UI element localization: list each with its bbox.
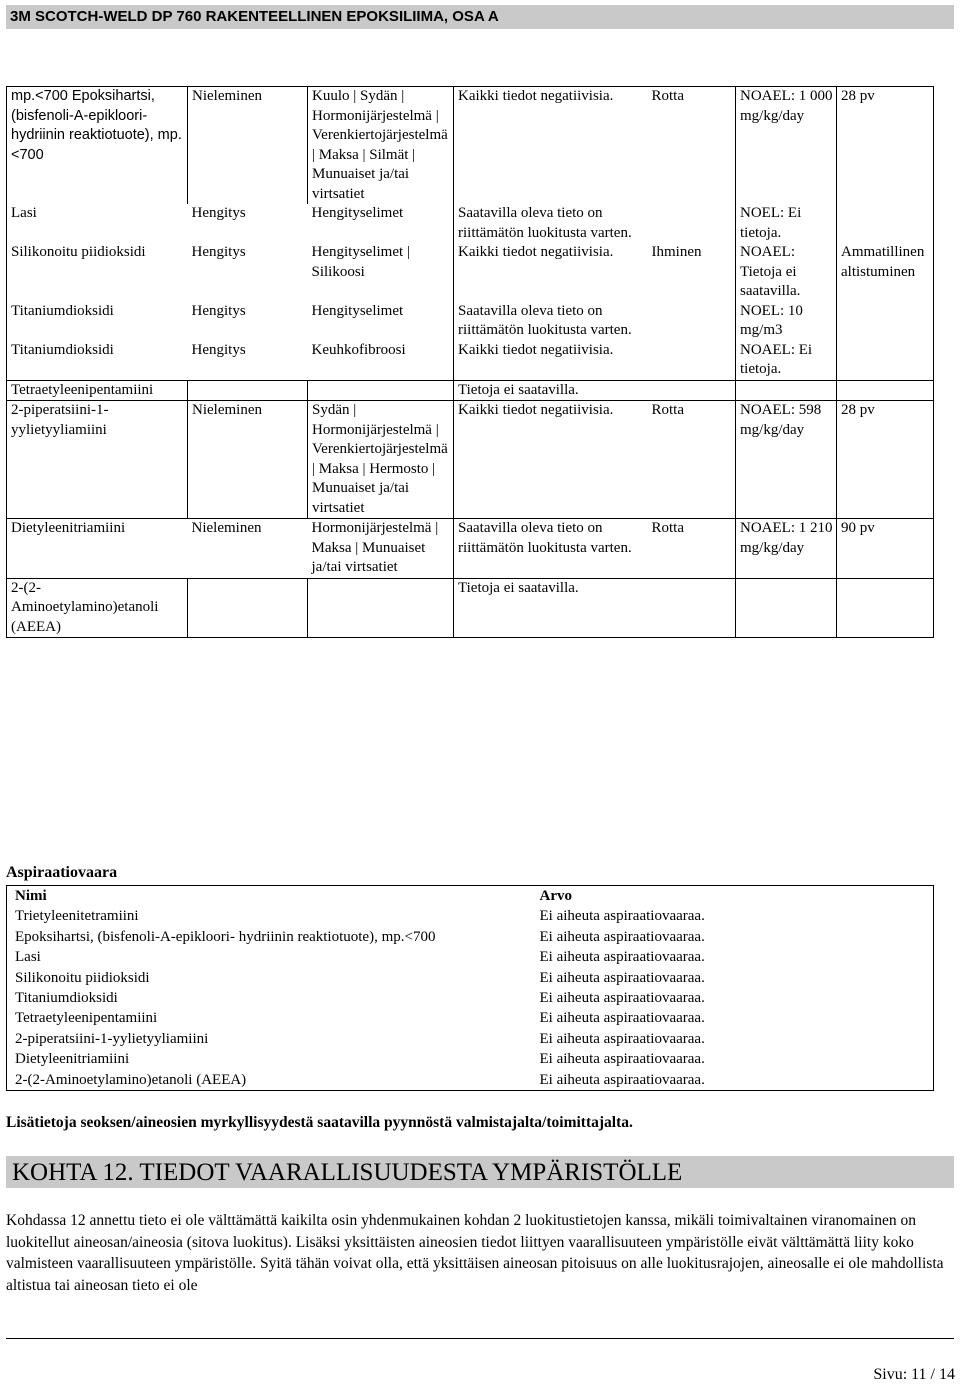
table-row <box>7 341 934 381</box>
cell-organs: Hengityselimet | Silikoosi <box>311 244 410 280</box>
aspiration-value: Ei aiheuta aspiraatiovaaraa. <box>539 990 705 1007</box>
cell-organs <box>308 380 454 401</box>
cell-species: Rotta <box>648 87 736 205</box>
cell-duration <box>837 302 934 341</box>
cell-organs: Hengityselimet <box>311 302 404 319</box>
aspiration-name: 2-(2-Aminoetylamino)etanoli (AEEA) <box>15 1071 247 1088</box>
cell-value: NOAEL: 598 mg/kg/day <box>736 401 837 519</box>
cell-value: NOAEL: Ei tietoja. <box>736 341 837 381</box>
cell-species <box>648 341 736 381</box>
cell-duration: 28 pv <box>837 401 934 519</box>
cell-result: Saatavilla oleva tieto on riittämätön luokitusta varten. <box>454 302 648 341</box>
section-paragraph: Kohdassa 12 annettu tieto ei ole välttämättä kaikilta osin yhdenmukainen kohdan 2 luokitustietojen kanssa, mikäli toimivaltainen viranomainen on luokitellut aineosan/aineosia (sitova luokitus). Lisäksi yksittäisten aineosien tiedot liittyen vaarallisuuteen ympäristölle eivät välttämättä liity koko valmisteen vaarallisuuteen ympäristölle. Syitä tähän voivat olla, että yksittäisen aineosan pitoisuus on alle luokitusrajojen, aineosalle ei ole mahdollista altistua tai aineosan tieto ei ole <box>6 1212 944 1294</box>
table-row <box>7 906 934 926</box>
table-row <box>7 401 934 519</box>
table-row <box>7 243 934 302</box>
cell-name: Lasi <box>7 204 188 243</box>
cell-name: Titaniumdioksidi <box>7 302 188 341</box>
table-row <box>7 927 934 947</box>
aspiration-value: Ei aiheuta aspiraatiovaaraa. <box>539 1030 705 1047</box>
aspiration-name: Dietyleenitriamiini <box>15 1051 130 1068</box>
column-header-name: Nimi <box>15 888 47 904</box>
cell-duration <box>837 204 934 243</box>
section-title: KOHTA 12. TIEDOT VAARALLISUUDESTA YMPÄRISTÖLLE <box>6 1156 954 1188</box>
cell-result: Kaikki tiedot negatiivisia. <box>454 243 648 302</box>
aspiration-name: Lasi <box>15 949 41 966</box>
cell-duration: 28 pv <box>837 87 934 205</box>
cell-name: Titaniumdioksidi <box>7 341 188 381</box>
aspiration-value: Ei aiheuta aspiraatiovaaraa. <box>539 969 705 986</box>
toxicity-table <box>6 86 934 638</box>
aspiration-name: 2-piperatsiini-1-yylietyyliamiini <box>15 1030 209 1047</box>
cell-result: Kaikki tiedot negatiivisia. <box>454 87 648 205</box>
aspiration-table <box>6 885 934 1091</box>
cell-route: Hengitys <box>191 302 246 319</box>
table-header-row <box>7 886 934 907</box>
cell-organs: Hengityselimet <box>311 205 404 221</box>
table-row <box>7 947 934 967</box>
cell-species <box>648 302 736 341</box>
table-row <box>7 988 934 1008</box>
aspiration-value: Ei aiheuta aspiraatiovaaraa. <box>539 1010 705 1027</box>
cell-value <box>736 578 837 638</box>
column-header-value: Arvo <box>539 888 572 904</box>
cell-route: Hengitys <box>191 341 246 358</box>
cell-name: Dietyleenitriamiini <box>7 519 188 579</box>
table-row <box>7 380 934 401</box>
table-row <box>7 1070 934 1091</box>
table-row <box>7 519 934 579</box>
cell-species <box>648 204 736 243</box>
aspiration-name: Trietyleenitetramiini <box>15 908 139 925</box>
table-row <box>7 302 934 341</box>
cell-value: NOAEL: 1 000 mg/kg/day <box>736 87 837 205</box>
aspiration-name: Silikonoitu piidioksidi <box>15 969 150 986</box>
cell-species <box>648 578 736 638</box>
cell-duration: Ammatillinen altistuminen <box>837 243 934 302</box>
cell-organs <box>308 578 454 638</box>
cell-organs: Sydän | Hormonijärjestelmä | Verenkiertojärjestelmä | Maksa | Hermosto | Munuaiset ja/tai virtsatiet <box>308 401 454 519</box>
aspiration-value: Ei aiheuta aspiraatiovaaraa. <box>539 928 705 945</box>
table-row <box>7 1008 934 1028</box>
cell-value: NOAEL: Tietoja ei saatavilla. <box>736 243 837 302</box>
table-row <box>7 1029 934 1049</box>
cell-organs: Kuulo | Sydän | Hormonijärjestelmä | Verenkiertojärjestelmä | Maksa | Silmät | Munuaiset ja/tai virtsatiet <box>308 87 454 205</box>
cell-name: Tetraetyleenipentamiini <box>7 380 188 401</box>
aspiration-title: Aspiraatiovaara <box>6 864 118 881</box>
table-row <box>7 87 934 205</box>
cell-organs: Hormonijärjestelmä | Maksa | Munuaiset ja/tai virtsatiet <box>308 519 454 579</box>
cell-value: NOAEL: 1 210 mg/kg/day <box>736 519 837 579</box>
table-row <box>7 1049 934 1069</box>
table-row <box>7 204 934 243</box>
cell-result: Saatavilla oleva tieto on riittämätön luokitusta varten. <box>454 519 648 579</box>
cell-name: 2-(2-Aminoetylamino)etanoli (AEEA) <box>7 578 188 638</box>
cell-name: mp.<700 Epoksihartsi, (bisfenoli-A-epikloori-hydriinin reaktiotuote), mp.<700 <box>7 87 188 205</box>
aspiration-value: Ei aiheuta aspiraatiovaaraa. <box>539 949 705 966</box>
footer-divider <box>6 1338 954 1339</box>
aspiration-value: Ei aiheuta aspiraatiovaaraa. <box>539 1071 705 1088</box>
aspiration-name: Titaniumdioksidi <box>15 990 118 1007</box>
cell-result: Kaikki tiedot negatiivisia. <box>454 401 648 519</box>
cell-route: Nieleminen <box>188 519 308 579</box>
additional-info-note: Lisätietoja seoksen/aineosien myrkyllisyydestä saatavilla pyynnöstä valmistajalta/toimittajalta. <box>6 1114 633 1131</box>
aspiration-value: Ei aiheuta aspiraatiovaaraa. <box>539 908 705 925</box>
cell-result: Kaikki tiedot negatiivisia. <box>454 341 648 381</box>
cell-result: Tietoja ei saatavilla. <box>454 578 648 638</box>
cell-duration: 90 pv <box>837 519 934 579</box>
cell-name: Silikonoitu piidioksidi <box>7 243 188 302</box>
cell-route <box>188 578 308 638</box>
cell-result: Tietoja ei saatavilla. <box>454 380 648 401</box>
cell-route: Nieleminen <box>188 87 308 205</box>
document-header: 3M SCOTCH-WELD DP 760 RAKENTEELLINEN EPOKSILIIMA, OSA A <box>6 5 954 29</box>
cell-duration <box>837 341 934 381</box>
cell-name: 2-piperatsiini-1-yylietyyliamiini <box>7 401 188 519</box>
cell-species: Ihminen <box>651 244 702 260</box>
cell-route: Nieleminen <box>188 401 308 519</box>
cell-duration <box>837 578 934 638</box>
cell-route: Hengitys <box>191 244 246 260</box>
cell-species <box>648 380 736 401</box>
page-number: Sivu: 11 / 14 <box>873 1366 955 1383</box>
cell-species: Rotta <box>648 401 736 519</box>
aspiration-name: Tetraetyleenipentamiini <box>15 1010 158 1027</box>
aspiration-value: Ei aiheuta aspiraatiovaaraa. <box>539 1051 705 1068</box>
table-row <box>7 968 934 988</box>
aspiration-name: Epoksihartsi, (bisfenoli-A-epikloori- hydriinin reaktiotuote), mp.<700 <box>15 928 436 945</box>
cell-duration <box>837 380 934 401</box>
cell-value: NOEL: Ei tietoja. <box>736 204 837 243</box>
cell-route <box>188 380 308 401</box>
table-row <box>7 578 934 638</box>
cell-organs: Keuhkofibroosi <box>311 341 406 358</box>
cell-result: Saatavilla oleva tieto on riittämätön luokitusta varten. <box>454 204 648 243</box>
cell-value <box>736 380 837 401</box>
cell-value: NOEL: 10 mg/m3 <box>736 302 837 341</box>
cell-species: Rotta <box>648 519 736 579</box>
cell-route: Hengitys <box>191 205 246 221</box>
